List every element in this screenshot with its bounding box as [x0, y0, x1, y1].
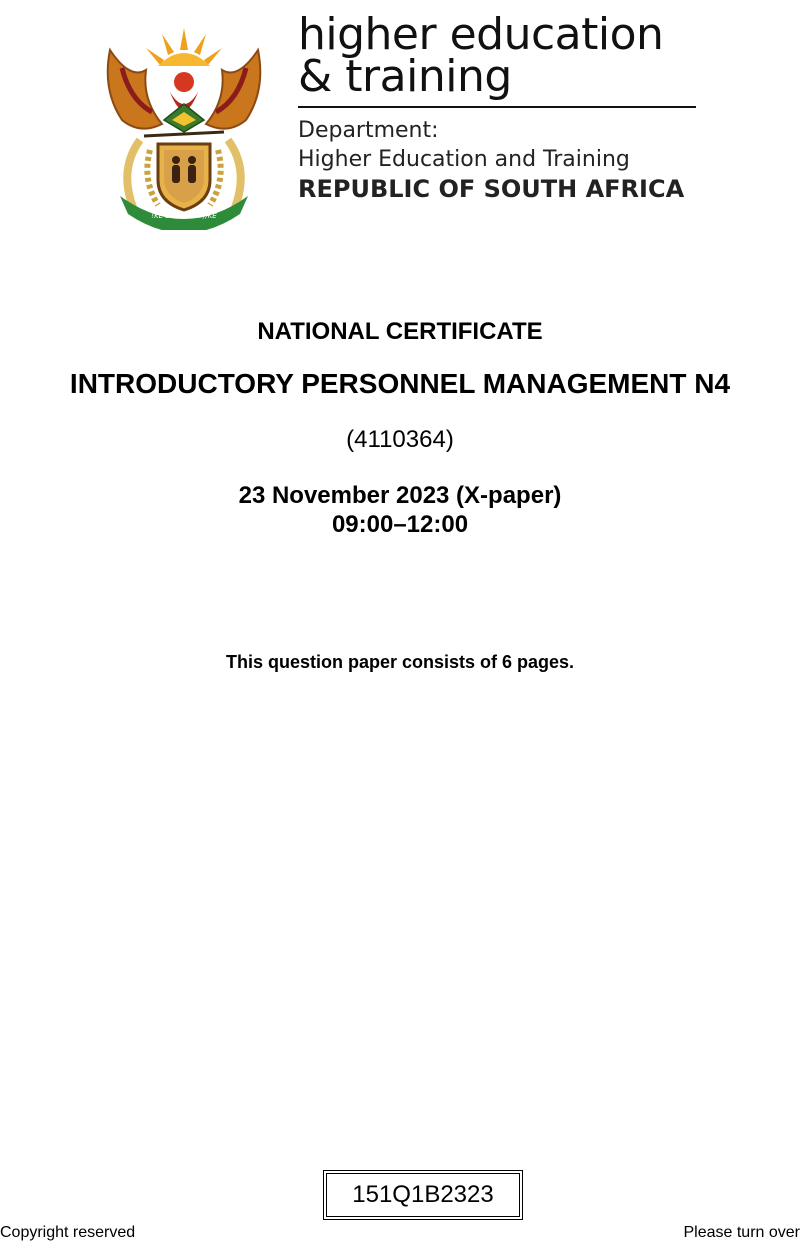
certificate-title: NATIONAL CERTIFICATE: [257, 318, 543, 345]
exam-date-time: [0, 481, 800, 539]
brand-divider: [298, 106, 696, 108]
subject-code: (4110364): [346, 426, 454, 453]
department-name: Higher Education and Training: [298, 147, 630, 172]
crest-motto: !KE E: /XARRA //KE: [151, 212, 217, 220]
subject-title: INTRODUCTORY PERSONNEL MANAGEMENT N4: [69, 368, 731, 399]
page-count-note: This question paper consists of 6 pages.: [225, 652, 575, 672]
brand-line-1: higher education: [298, 9, 664, 60]
footer-copyright: Copyright reserved: [0, 1224, 136, 1241]
paper-code: 151Q1B2323: [352, 1181, 494, 1208]
paper-code-box: [323, 1170, 523, 1220]
department-brand: [298, 9, 698, 204]
brand-line-2: & training: [298, 51, 512, 102]
exam-time: 09:00–12:00: [331, 511, 469, 538]
country-name: REPUBLIC OF SOUTH AFRICA: [298, 175, 685, 203]
department-label: Department:: [298, 118, 439, 143]
exam-date: 23 November 2023 (X-paper): [238, 482, 562, 509]
coat-of-arms-logo: [100, 20, 268, 230]
footer-turn-over: Please turn over: [683, 1224, 800, 1241]
